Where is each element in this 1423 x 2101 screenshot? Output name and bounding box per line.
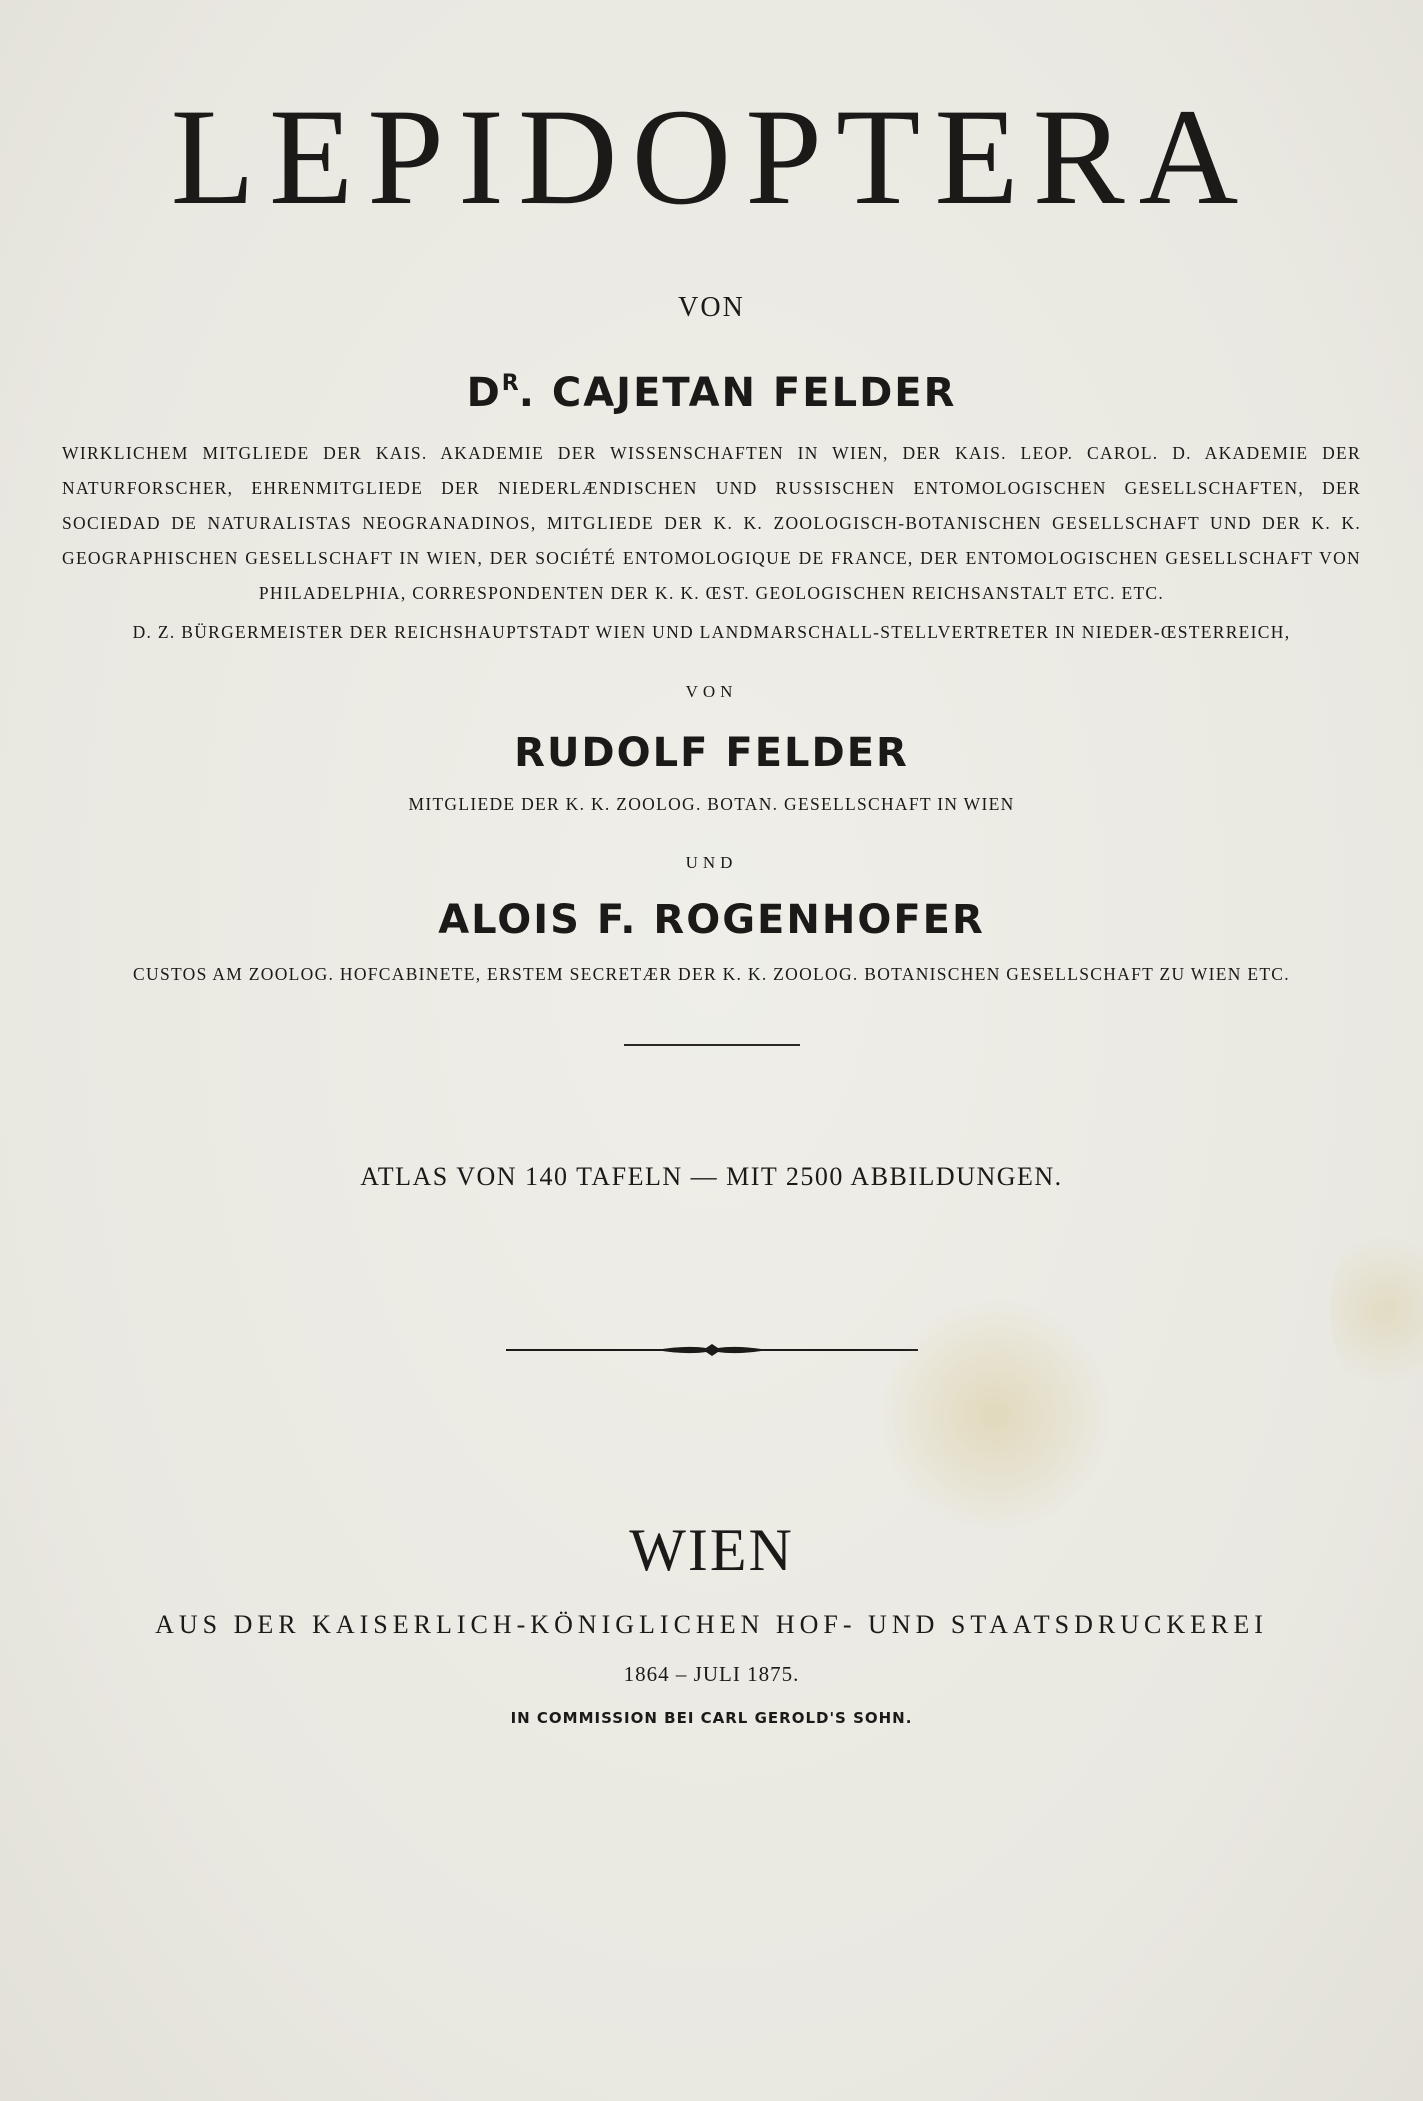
commission-line: IN COMMISSION BEI CARL GEROLD'S SOHN.: [510, 1709, 913, 1727]
author-3-affiliation: CUSTOS AM ZOOLOG. HOFCABINETE, ERSTEM SECRETÆR DER K. K. ZOOLOG. BOTANISCHEN GESELLSCHAFT ZU WIEN ETC.: [133, 964, 1290, 984]
author-1-offices: D. Z. BÜRGERMEISTER DER REICHSHAUPTSTADT WIEN UND LANDMARSCHALL-STELLVERTRETER IN NIEDER-ŒSTERREICH,: [132, 622, 1291, 642]
von-label-1: VON: [678, 292, 745, 323]
author-1-title-prefix: D: [466, 370, 502, 416]
und-label: UND: [685, 853, 738, 872]
author-2-name: RUDOLF FELDER: [514, 730, 909, 776]
age-stain: [880, 1300, 1110, 1530]
author-1-title-superscript: R: [501, 371, 519, 396]
author-2-affiliation: MITGLIEDE DER K. K. ZOOLOG. BOTAN. GESELLSCHAFT IN WIEN: [408, 794, 1015, 814]
printer-line: AUS DER KAISERLICH-KÖNIGLICHEN HOF- UND STAATSDRUCKEREI: [155, 1610, 1268, 1639]
age-stain-edge: [1330, 1220, 1423, 1400]
book-title: LEPIDOPTERA: [170, 80, 1253, 233]
author-3-name: ALOIS F. ROGENHOFER: [438, 897, 985, 943]
author-1-memberships: WIRKLICHEM MITGLIEDE DER KAIS. AKADEMIE DER WISSENSCHAFTEN IN WIEN, DER KAIS. LEOP. CAROL. D. AKADEMIE DER NATURFORSCHER, EHRENMITGLIEDE DER NIEDERLÆNDISCHEN UND RUSSISCHEN ENTOMOLOGISCHEN GESELLSCHAFTEN, DER SOCIEDAD DE NATURALISTAS NEOGRANADINOS, MITGLIEDE DER K. K. ZOOLOGISCH-BOTANISCHEN GESELLSCHAFT UND DER K. K. GEOGRAPHISCHEN GESELLSCHAFT IN WIEN, DER SOCIÉTÉ ENTOMOLOGIQUE DE FRANCE, DER ENTOMOLOGISCHEN GESELLSCHAFT VON PHILADELPHIA, CORRESPONDENTEN DER K. K. ŒST. GEOLOGISCHEN REICHSANSTALT ETC. ETC.: [62, 443, 1361, 603]
author-1-name: [62, 370, 1361, 416]
author-1-credits: [62, 436, 1361, 650]
publication-dates: 1864 – JULI 1875.: [623, 1662, 800, 1686]
publication-city: WIEN: [629, 1517, 794, 1583]
atlas-description: ATLAS VON 140 TAFELN — MIT 2500 ABBILDUNGEN.: [360, 1162, 1063, 1191]
von-label-2: VON: [685, 682, 738, 701]
ornamental-divider: [506, 1340, 918, 1360]
author-1-name-text: . CAJETAN FELDER: [518, 370, 957, 416]
short-divider-rule: [624, 1044, 800, 1046]
